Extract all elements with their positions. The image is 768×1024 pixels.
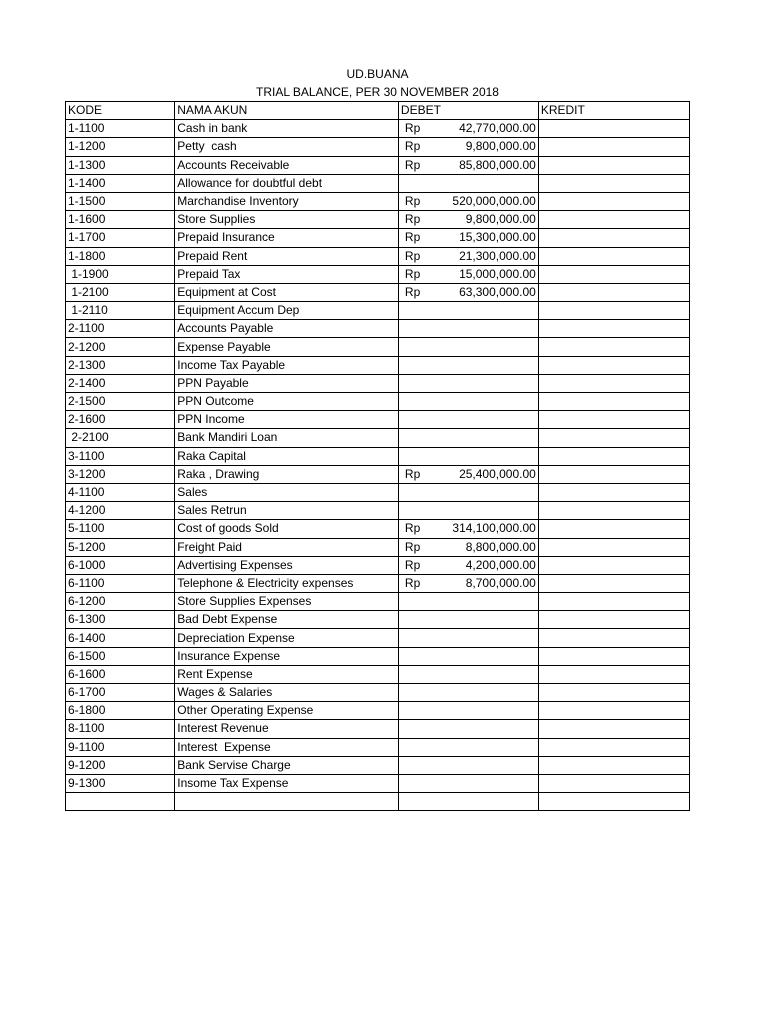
table-row — [66, 720, 690, 738]
cell-debet[interactable] — [398, 556, 538, 574]
cell-debet[interactable] — [398, 156, 538, 174]
cell-kode[interactable]: 9-1100 — [66, 738, 175, 756]
table-row — [66, 393, 690, 411]
table-row — [66, 593, 690, 611]
debet-content — [401, 467, 536, 482]
debet-amount: 4,200,000.00 — [465, 557, 536, 572]
currency-label: Rp — [404, 248, 421, 263]
cell-nama-akun[interactable]: Telephone & Electricity expenses — [175, 574, 399, 592]
cell-kode[interactable]: 3-1200 — [66, 465, 175, 483]
debet-amount: 63,300,000.00 — [459, 284, 536, 299]
table-row — [66, 483, 690, 501]
cell-kode[interactable]: 5-1200 — [66, 538, 175, 556]
table-row — [66, 411, 690, 429]
header-nama-akun[interactable]: NAMA AKUN — [175, 102, 399, 120]
cell-nama-akun[interactable]: Sales Retrun — [175, 502, 399, 520]
header-row — [66, 102, 690, 120]
cell-nama-akun[interactable]: PPN Payable — [175, 374, 399, 392]
cell-debet[interactable] — [398, 393, 538, 411]
currency-label: Rp — [404, 466, 421, 481]
cell-debet[interactable] — [398, 265, 538, 283]
cell-kode[interactable] — [66, 793, 175, 811]
cell-nama-akun[interactable]: Accounts Receivable — [175, 156, 399, 174]
cell-debet[interactable] — [398, 211, 538, 229]
table-row — [66, 247, 690, 265]
debet-content — [401, 267, 536, 282]
cell-kode[interactable]: 5-1100 — [66, 520, 175, 538]
currency-label: Rp — [404, 157, 421, 172]
debet-amount: 21,300,000.00 — [459, 248, 536, 263]
table-row — [66, 520, 690, 538]
cell-nama-akun[interactable]: Allowance for doubtful debt — [175, 174, 399, 192]
debet-amount: 9,800,000.00 — [465, 139, 536, 154]
currency-label: Rp — [404, 266, 421, 281]
currency-label: Rp — [404, 575, 421, 590]
cell-kode[interactable]: 1-1100 — [66, 120, 175, 138]
cell-debet[interactable] — [398, 192, 538, 210]
debet-content — [401, 194, 536, 209]
cell-nama-akun[interactable]: PPN Income — [175, 411, 399, 429]
currency-label: Rp — [404, 194, 421, 209]
debet-content — [401, 576, 536, 591]
cell-nama-akun[interactable]: Raka Capital — [175, 447, 399, 465]
cell-kode[interactable]: 1-1900 — [66, 265, 175, 283]
cell-kode[interactable]: 6-1700 — [66, 684, 175, 702]
table-row — [66, 283, 690, 301]
cell-debet[interactable] — [398, 229, 538, 247]
cell-debet[interactable] — [398, 611, 538, 629]
cell-debet[interactable] — [398, 665, 538, 683]
table-row — [66, 156, 690, 174]
cell-kredit[interactable] — [538, 265, 689, 283]
table-row — [66, 574, 690, 592]
cell-kredit[interactable] — [538, 629, 689, 647]
cell-nama-akun[interactable]: Interest Expense — [175, 738, 399, 756]
cell-nama-akun[interactable]: Raka , Drawing — [175, 465, 399, 483]
cell-kode[interactable]: 2-1500 — [66, 393, 175, 411]
debet-amount: 42,770,000.00 — [459, 121, 536, 136]
table-row — [66, 611, 690, 629]
cell-kode[interactable]: 4-1100 — [66, 483, 175, 501]
cell-debet[interactable] — [398, 702, 538, 720]
table-row — [66, 756, 690, 774]
cell-debet[interactable] — [398, 793, 538, 811]
cell-kredit[interactable] — [538, 411, 689, 429]
cell-kredit[interactable] — [538, 483, 689, 501]
cell-kode[interactable]: 1-1300 — [66, 156, 175, 174]
cell-kode[interactable]: 6-1600 — [66, 665, 175, 683]
cell-nama-akun[interactable]: Insome Tax Expense — [175, 774, 399, 792]
cell-kredit[interactable] — [538, 465, 689, 483]
currency-label: Rp — [404, 521, 421, 536]
cell-kode[interactable]: 1-1400 — [66, 174, 175, 192]
table-row — [66, 429, 690, 447]
cell-kode[interactable]: 6-1800 — [66, 702, 175, 720]
cell-debet[interactable] — [398, 684, 538, 702]
cell-kredit[interactable] — [538, 793, 689, 811]
cell-nama-akun[interactable]: Marchandise Inventory — [175, 192, 399, 210]
cell-kode[interactable]: 8-1100 — [66, 720, 175, 738]
table-row — [66, 665, 690, 683]
cell-nama-akun[interactable]: Freight Paid — [175, 538, 399, 556]
cell-nama-akun[interactable] — [175, 793, 399, 811]
currency-label: Rp — [404, 557, 421, 572]
table-row — [66, 302, 690, 320]
cell-kredit[interactable] — [538, 320, 689, 338]
debet-amount: 8,800,000.00 — [465, 539, 536, 554]
table-row — [66, 356, 690, 374]
cell-kredit[interactable] — [538, 738, 689, 756]
cell-kredit[interactable] — [538, 429, 689, 447]
table-row — [66, 174, 690, 192]
cell-debet[interactable] — [398, 756, 538, 774]
debet-amount: 85,800,000.00 — [459, 157, 536, 172]
cell-debet[interactable] — [398, 174, 538, 192]
table-row — [66, 192, 690, 210]
cell-kode[interactable]: 2-1200 — [66, 338, 175, 356]
cell-kode[interactable]: 1-1500 — [66, 192, 175, 210]
table-row — [66, 374, 690, 392]
table-row — [66, 447, 690, 465]
cell-debet[interactable] — [398, 302, 538, 320]
cell-debet[interactable] — [398, 465, 538, 483]
cell-debet[interactable] — [398, 720, 538, 738]
table-row — [66, 138, 690, 156]
cell-debet[interactable] — [398, 356, 538, 374]
table-row — [66, 556, 690, 574]
cell-debet[interactable] — [398, 338, 538, 356]
cell-nama-akun[interactable]: Advertising Expenses — [175, 556, 399, 574]
cell-nama-akun[interactable]: Income Tax Payable — [175, 356, 399, 374]
cell-nama-akun[interactable]: Accounts Payable — [175, 320, 399, 338]
cell-nama-akun[interactable]: Depreciation Expense — [175, 629, 399, 647]
cell-nama-akun[interactable]: Expense Payable — [175, 338, 399, 356]
table-row — [66, 502, 690, 520]
cell-debet[interactable] — [398, 447, 538, 465]
cell-kredit[interactable] — [538, 120, 689, 138]
debet-amount: 15,000,000.00 — [459, 266, 536, 281]
table-row — [66, 320, 690, 338]
cell-kredit[interactable] — [538, 647, 689, 665]
cell-kredit[interactable] — [538, 156, 689, 174]
cell-nama-akun[interactable]: Store Supplies — [175, 211, 399, 229]
cell-kredit[interactable] — [538, 702, 689, 720]
debet-amount: 25,400,000.00 — [459, 466, 536, 481]
cell-kredit[interactable] — [538, 574, 689, 592]
cell-kredit[interactable] — [538, 774, 689, 792]
debet-content — [401, 558, 536, 573]
cell-kode[interactable]: 6-1300 — [66, 611, 175, 629]
cell-debet[interactable] — [398, 320, 538, 338]
cell-nama-akun[interactable]: Wages & Salaries — [175, 684, 399, 702]
cell-kredit[interactable] — [538, 302, 689, 320]
currency-label: Rp — [404, 139, 421, 154]
cell-nama-akun[interactable]: Store Supplies Expenses — [175, 593, 399, 611]
cell-nama-akun[interactable]: Prepaid Tax — [175, 265, 399, 283]
debet-content — [401, 212, 536, 227]
cell-kredit[interactable] — [538, 665, 689, 683]
table-row — [66, 629, 690, 647]
cell-kode[interactable]: 1-2100 — [66, 283, 175, 301]
table-row — [66, 738, 690, 756]
cell-kode[interactable]: 4-1200 — [66, 502, 175, 520]
cell-debet[interactable] — [398, 283, 538, 301]
header-kode[interactable]: KODE — [66, 102, 175, 120]
cell-debet[interactable] — [398, 538, 538, 556]
debet-content — [401, 540, 536, 555]
cell-debet[interactable] — [398, 120, 538, 138]
cell-kode[interactable]: 6-1400 — [66, 629, 175, 647]
table-row — [66, 338, 690, 356]
cell-kode[interactable]: 1-1800 — [66, 247, 175, 265]
table-row — [66, 793, 690, 811]
cell-kredit[interactable] — [538, 211, 689, 229]
table-row — [66, 265, 690, 283]
cell-kredit[interactable] — [538, 138, 689, 156]
header-debet[interactable]: DEBET — [398, 102, 538, 120]
table-row — [66, 211, 690, 229]
cell-kredit[interactable] — [538, 356, 689, 374]
cell-debet[interactable] — [398, 483, 538, 501]
currency-label: Rp — [404, 230, 421, 245]
table-row — [66, 120, 690, 138]
table-row — [66, 702, 690, 720]
debet-content — [401, 285, 536, 300]
debet-amount: 15,300,000.00 — [459, 230, 536, 245]
table-row — [66, 647, 690, 665]
cell-nama-akun[interactable]: Equipment at Cost — [175, 283, 399, 301]
cell-debet[interactable] — [398, 411, 538, 429]
debet-content — [401, 521, 536, 536]
table-row — [66, 684, 690, 702]
cell-debet[interactable] — [398, 520, 538, 538]
cell-nama-akun[interactable]: Bad Debt Expense — [175, 611, 399, 629]
debet-amount: 520,000,000.00 — [452, 194, 536, 209]
debet-content — [401, 158, 536, 173]
report-title: TRIAL BALANCE, PER 30 NOVEMBER 2018 — [256, 85, 499, 99]
cell-kredit[interactable] — [538, 556, 689, 574]
cell-debet[interactable] — [398, 629, 538, 647]
cell-debet[interactable] — [398, 574, 538, 592]
cell-kredit[interactable] — [538, 338, 689, 356]
cell-kredit[interactable] — [538, 756, 689, 774]
table-row — [66, 538, 690, 556]
cell-debet[interactable] — [398, 647, 538, 665]
cell-kode[interactable]: 2-1300 — [66, 356, 175, 374]
cell-nama-akun[interactable]: Other Operating Expense — [175, 702, 399, 720]
cell-kredit[interactable] — [538, 611, 689, 629]
cell-kode[interactable]: 2-1400 — [66, 374, 175, 392]
cell-kode[interactable]: 1-1600 — [66, 211, 175, 229]
cell-debet[interactable] — [398, 138, 538, 156]
cell-nama-akun[interactable]: Cash in bank — [175, 120, 399, 138]
cell-kode[interactable]: 1-1700 — [66, 229, 175, 247]
table-row — [66, 229, 690, 247]
cell-debet[interactable] — [398, 738, 538, 756]
cell-kredit[interactable] — [538, 520, 689, 538]
cell-debet[interactable] — [398, 502, 538, 520]
cell-kode[interactable]: 1-2110 — [66, 302, 175, 320]
cell-debet[interactable] — [398, 247, 538, 265]
cell-nama-akun[interactable]: Prepaid Rent — [175, 247, 399, 265]
cell-kode[interactable]: 6-1100 — [66, 574, 175, 592]
debet-amount: 8,700,000.00 — [465, 575, 536, 590]
cell-debet[interactable] — [398, 374, 538, 392]
debet-content — [401, 121, 536, 136]
cell-nama-akun[interactable]: PPN Outcome — [175, 393, 399, 411]
cell-kredit[interactable] — [538, 229, 689, 247]
debet-content — [401, 230, 536, 245]
cell-nama-akun[interactable]: Prepaid Insurance — [175, 229, 399, 247]
cell-nama-akun[interactable]: Interest Revenue — [175, 720, 399, 738]
cell-nama-akun[interactable]: Insurance Expense — [175, 647, 399, 665]
table-row — [66, 774, 690, 792]
cell-kredit[interactable] — [538, 538, 689, 556]
cell-kode[interactable]: 6-1000 — [66, 556, 175, 574]
cell-kredit[interactable] — [538, 684, 689, 702]
cell-kode[interactable]: 2-1100 — [66, 320, 175, 338]
currency-label: Rp — [404, 212, 421, 227]
cell-nama-akun[interactable]: Rent Expense — [175, 665, 399, 683]
cell-kredit[interactable] — [538, 283, 689, 301]
table-row — [66, 465, 690, 483]
header-kredit[interactable]: KREDIT — [538, 102, 689, 120]
cell-kode[interactable]: 6-1200 — [66, 593, 175, 611]
currency-label: Rp — [404, 284, 421, 299]
cell-kode[interactable]: 2-1600 — [66, 411, 175, 429]
cell-nama-akun[interactable]: Petty cash — [175, 138, 399, 156]
cell-kredit[interactable] — [538, 247, 689, 265]
trial-balance-body — [66, 102, 690, 811]
cell-nama-akun[interactable]: Cost of goods Sold — [175, 520, 399, 538]
cell-debet[interactable] — [398, 593, 538, 611]
currency-label: Rp — [404, 121, 421, 136]
cell-nama-akun[interactable]: Equipment Accum Dep — [175, 302, 399, 320]
cell-kode[interactable]: 6-1500 — [66, 647, 175, 665]
cell-nama-akun[interactable]: Bank Mandiri Loan — [175, 429, 399, 447]
cell-kode[interactable]: 3-1100 — [66, 447, 175, 465]
cell-kredit[interactable] — [538, 593, 689, 611]
debet-content — [401, 139, 536, 154]
cell-nama-akun[interactable]: Sales — [175, 483, 399, 501]
currency-label: Rp — [404, 539, 421, 554]
debet-content — [401, 249, 536, 264]
cell-kode[interactable]: 1-1200 — [66, 138, 175, 156]
cell-debet[interactable] — [398, 429, 538, 447]
cell-kredit[interactable] — [538, 720, 689, 738]
company-name: UD.BUANA — [346, 67, 409, 81]
trial-balance-table — [65, 101, 690, 811]
cell-kredit[interactable] — [538, 192, 689, 210]
cell-kredit[interactable] — [538, 393, 689, 411]
cell-nama-akun[interactable]: Bank Servise Charge — [175, 756, 399, 774]
cell-kredit[interactable] — [538, 374, 689, 392]
cell-kode[interactable]: 9-1200 — [66, 756, 175, 774]
cell-kredit[interactable] — [538, 174, 689, 192]
cell-kredit[interactable] — [538, 447, 689, 465]
cell-kode[interactable]: 9-1300 — [66, 774, 175, 792]
debet-amount: 9,800,000.00 — [465, 212, 536, 227]
cell-kode[interactable]: 2-2100 — [66, 429, 175, 447]
cell-debet[interactable] — [398, 774, 538, 792]
cell-kredit[interactable] — [538, 502, 689, 520]
debet-amount: 314,100,000.00 — [452, 521, 536, 536]
